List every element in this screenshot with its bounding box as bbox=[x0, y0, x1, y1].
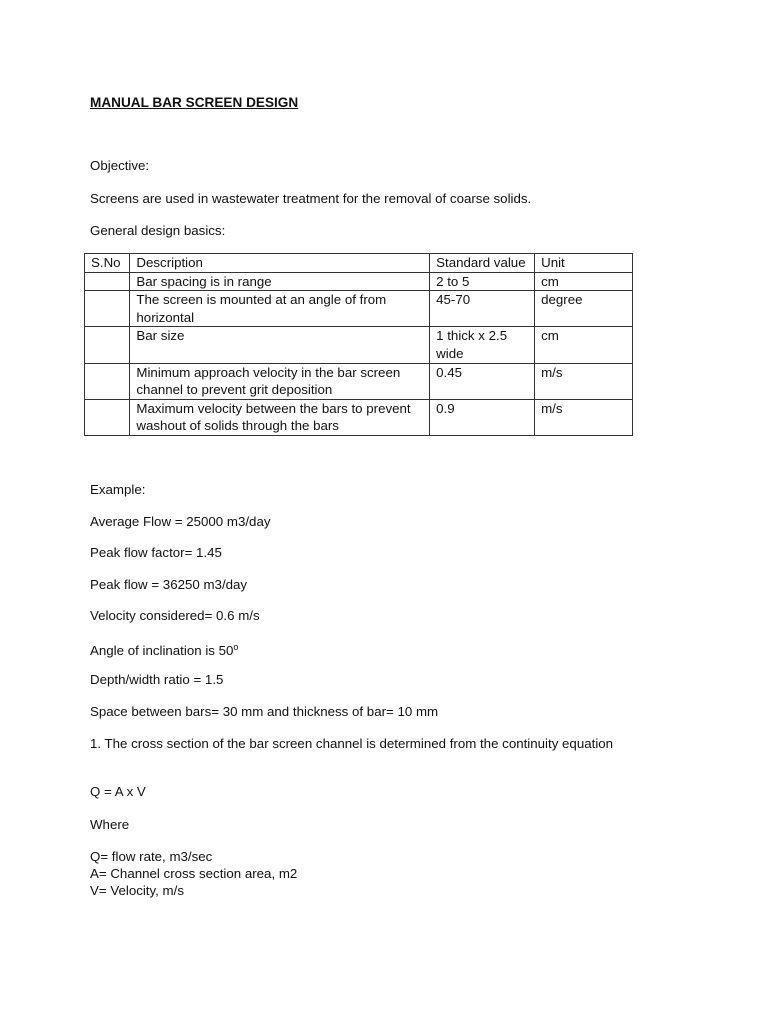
objective-text: Screens are used in wastewater treatment for the removal of coarse solids. bbox=[90, 191, 532, 206]
average-flow-text: Average Flow = 25000 m3/day bbox=[90, 514, 271, 529]
cell-unit: cm bbox=[535, 272, 633, 291]
header-unit: Unit bbox=[535, 254, 633, 273]
cell-value: 45-70 bbox=[430, 291, 535, 327]
continuity-equation: Q = A x V bbox=[90, 784, 146, 799]
table-header-row bbox=[85, 254, 633, 273]
peak-flow-text: Peak flow = 36250 m3/day bbox=[90, 577, 248, 592]
table-row bbox=[85, 399, 633, 435]
header-description: Description bbox=[130, 254, 430, 273]
cell-description: The screen is mounted at an angle of from horizontal bbox=[130, 291, 430, 327]
definition-a: A= Channel cross section area, m2 bbox=[90, 866, 298, 881]
where-label: Where bbox=[90, 817, 130, 832]
cell-description: Bar size bbox=[130, 327, 430, 363]
cell-unit: cm bbox=[535, 327, 633, 363]
definition-v: V= Velocity, m/s bbox=[90, 883, 184, 898]
table-row bbox=[85, 327, 633, 363]
step-one-text: 1. The cross section of the bar screen channel is determined from the continuity equation bbox=[90, 736, 614, 751]
bar-spacing-text: Space between bars= 30 mm and thickness of bar= 10 mm bbox=[90, 704, 439, 719]
cell-sno bbox=[85, 291, 130, 327]
degree-superscript: o bbox=[233, 642, 239, 652]
cell-description: Maximum velocity between the bars to prevent washout of solids through the bars bbox=[130, 399, 430, 435]
cell-value: 1 thick x 2.5 wide bbox=[430, 327, 535, 363]
header-standard-value: Standard value bbox=[430, 254, 535, 273]
table-row bbox=[85, 363, 633, 399]
table-row bbox=[85, 291, 633, 327]
cell-value: 0.45 bbox=[430, 363, 535, 399]
document-title: MANUAL BAR SCREEN DESIGN bbox=[90, 95, 299, 110]
cell-unit: m/s bbox=[535, 399, 633, 435]
angle-line bbox=[90, 639, 238, 659]
cell-description: Minimum approach velocity in the bar screen channel to prevent grit deposition bbox=[130, 363, 430, 399]
velocity-text: Velocity considered= 0.6 m/s bbox=[90, 608, 260, 623]
angle-text: Angle of inclination is 50 bbox=[90, 643, 234, 658]
design-basics-table bbox=[84, 253, 633, 436]
depth-ratio-text: Depth/width ratio = 1.5 bbox=[90, 672, 224, 687]
definition-q: Q= flow rate, m3/sec bbox=[90, 849, 213, 864]
design-basics-label: General design basics: bbox=[90, 223, 226, 238]
cell-unit: degree bbox=[535, 291, 633, 327]
objective-label: Objective: bbox=[90, 158, 150, 173]
peak-factor-text: Peak flow factor= 1.45 bbox=[90, 545, 222, 560]
cell-sno bbox=[85, 363, 130, 399]
header-sno: S.No bbox=[85, 254, 130, 273]
cell-sno bbox=[85, 399, 130, 435]
example-label: Example: bbox=[90, 482, 146, 497]
cell-sno bbox=[85, 272, 130, 291]
cell-unit: m/s bbox=[535, 363, 633, 399]
cell-sno bbox=[85, 327, 130, 363]
cell-description: Bar spacing is in range bbox=[130, 272, 430, 291]
cell-value: 2 to 5 bbox=[430, 272, 535, 291]
table-row bbox=[85, 272, 633, 291]
cell-value: 0.9 bbox=[430, 399, 535, 435]
